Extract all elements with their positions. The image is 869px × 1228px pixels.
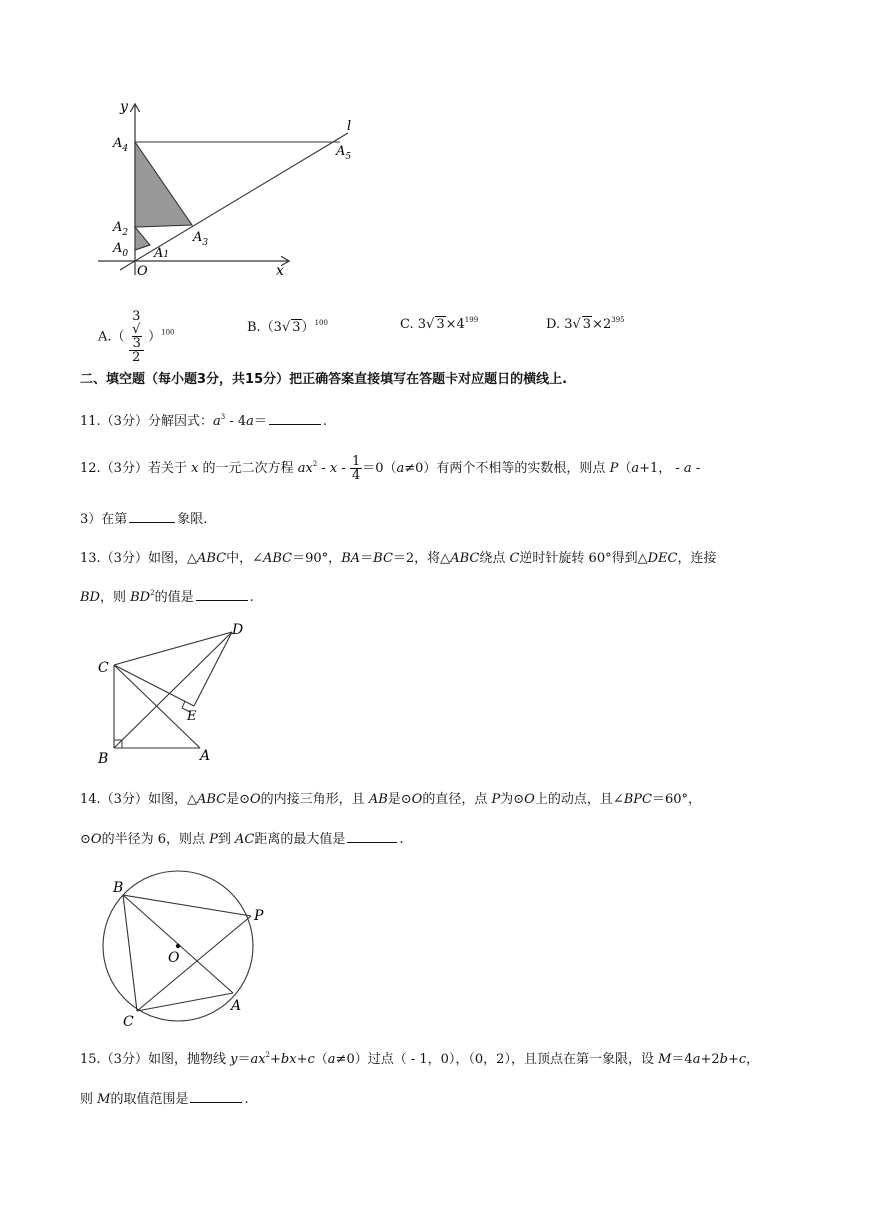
segment-bd — [114, 632, 232, 748]
question-12-line1: 12.（3分）若关于 x 的一元二次方程 $ax^2$ - x - $\frac{1}{4}$ ＝0（a≠0）有两个不相等的实数根，则点 P（a+1， - a - — [80, 454, 701, 483]
segment-de — [194, 632, 232, 706]
answer-blank-15[interactable] — [190, 1090, 242, 1103]
question-11: 11.（3分）分解因式：$a^3 - 4a=$ . — [80, 413, 328, 429]
origin-label: O — [137, 264, 148, 279]
shaded-triangle-small — [135, 227, 150, 250]
option-d: D. 3√ $3\times 2^{395}$ — [546, 316, 625, 332]
a4-label: $A_4$ — [113, 136, 129, 154]
label-b: B — [98, 751, 109, 767]
label-p: P — [254, 908, 264, 924]
answer-blank-14[interactable] — [347, 830, 397, 843]
a1-label: A1 — [154, 246, 170, 261]
line-l-label: l — [347, 119, 352, 134]
center-dot — [176, 944, 180, 948]
segment-ce — [114, 665, 194, 706]
option-a: A.（ 3 √ 3 2 ）$^{100}$ — [98, 309, 175, 365]
a2-label: $A_2$ — [113, 220, 129, 238]
label-a: A — [231, 998, 242, 1014]
coordinate-figure — [90, 95, 370, 285]
label-c: C — [123, 1014, 134, 1030]
answer-blank-12[interactable] — [129, 510, 175, 523]
question-14-line2: ⊙O的半径为 6，则点 P到 AC距离的最大值是 . — [80, 832, 404, 847]
section-heading: 二、填空题（每小题3分，共15分）把正确答案直接填写在答题卡对应题日的横线上. — [80, 372, 568, 387]
a5-label: $A_5$ — [336, 144, 352, 162]
segment-bc — [123, 895, 137, 1011]
y-label: y — [120, 99, 128, 115]
question-12-line2: 3）在第 象限. — [80, 512, 208, 527]
a0-label: $A_0$ — [113, 241, 129, 259]
answer-blank-11[interactable] — [269, 412, 321, 425]
label-a: A — [200, 748, 211, 764]
circle-figure-14 — [95, 870, 275, 1030]
segment-bp — [123, 895, 251, 916]
question-13-line2: BD，则 $BD^2$的值是 . — [80, 589, 254, 605]
question-13-line1: 13.（3分）如图，△ABC中，∠ABC＝90°，BA＝BC＝2，将△ABC绕点 C逆时针旋转 60°得到△DEC，连接 — [80, 551, 717, 566]
label-d: D — [232, 622, 244, 638]
question-15-line1: 15.（3分）如图，抛物线 $y=ax^2+bx+c(a\ne 0)$过点（ - 1，0），（0，2），且顶点在第一象限，设 M＝4a+2b+c， — [80, 1051, 760, 1067]
question-14-line1: 14.（3分）如图，△ABC是⊙O的内接三角形，且 AB是⊙O的直径，点 P为⊙O上的动点，且∠BPC＝60°， — [80, 792, 702, 807]
x-label: x — [276, 263, 284, 279]
segment-cd — [114, 632, 232, 665]
triangle-figure-13 — [90, 620, 260, 770]
option-c: C. 3√ $3\times 4^{199}$ — [400, 316, 479, 332]
label-c: C — [98, 660, 109, 676]
label-o: O — [168, 950, 180, 966]
label-b: B — [113, 880, 124, 896]
segment-ca — [137, 993, 233, 1011]
answer-blank-13[interactable] — [196, 588, 248, 601]
a3-label: $A_3$ — [193, 230, 209, 248]
label-e: E — [187, 709, 197, 724]
shaded-triangle-large — [135, 142, 192, 227]
option-b: B.（3√ 3）$^{100}$ — [247, 319, 328, 335]
question-15-line2: 则 M的取值范围是 . — [80, 1092, 249, 1107]
